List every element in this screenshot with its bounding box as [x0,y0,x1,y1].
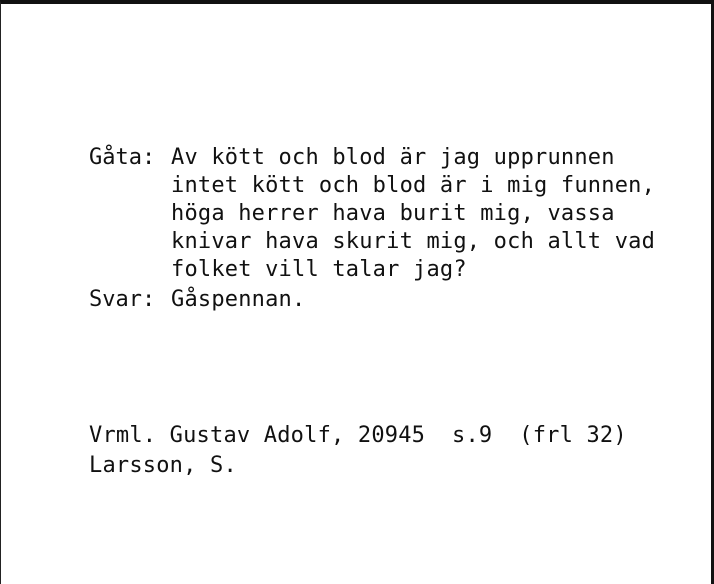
answer-label: Svar: [89,287,156,312]
answer-text: Gåspennan. [171,287,306,312]
riddle-line-5: folket vill talar jag? [171,257,467,282]
record-collector: Larsson, S. [89,453,237,478]
riddle-line-4: knivar hava skurit mig, och allt vad [171,229,656,254]
record-source: Vrml. Gustav Adolf, 20945 s.9 (frl 32) [89,423,627,448]
riddle-line-2: intet kött och blod är i mig funnen, [171,173,656,198]
riddle-label: Gåta: [89,145,156,170]
riddle-line-1: Av kött och blod är jag upprunnen [171,145,615,170]
riddle-line-3: höga herrer hava burit mig, vassa [171,201,615,226]
